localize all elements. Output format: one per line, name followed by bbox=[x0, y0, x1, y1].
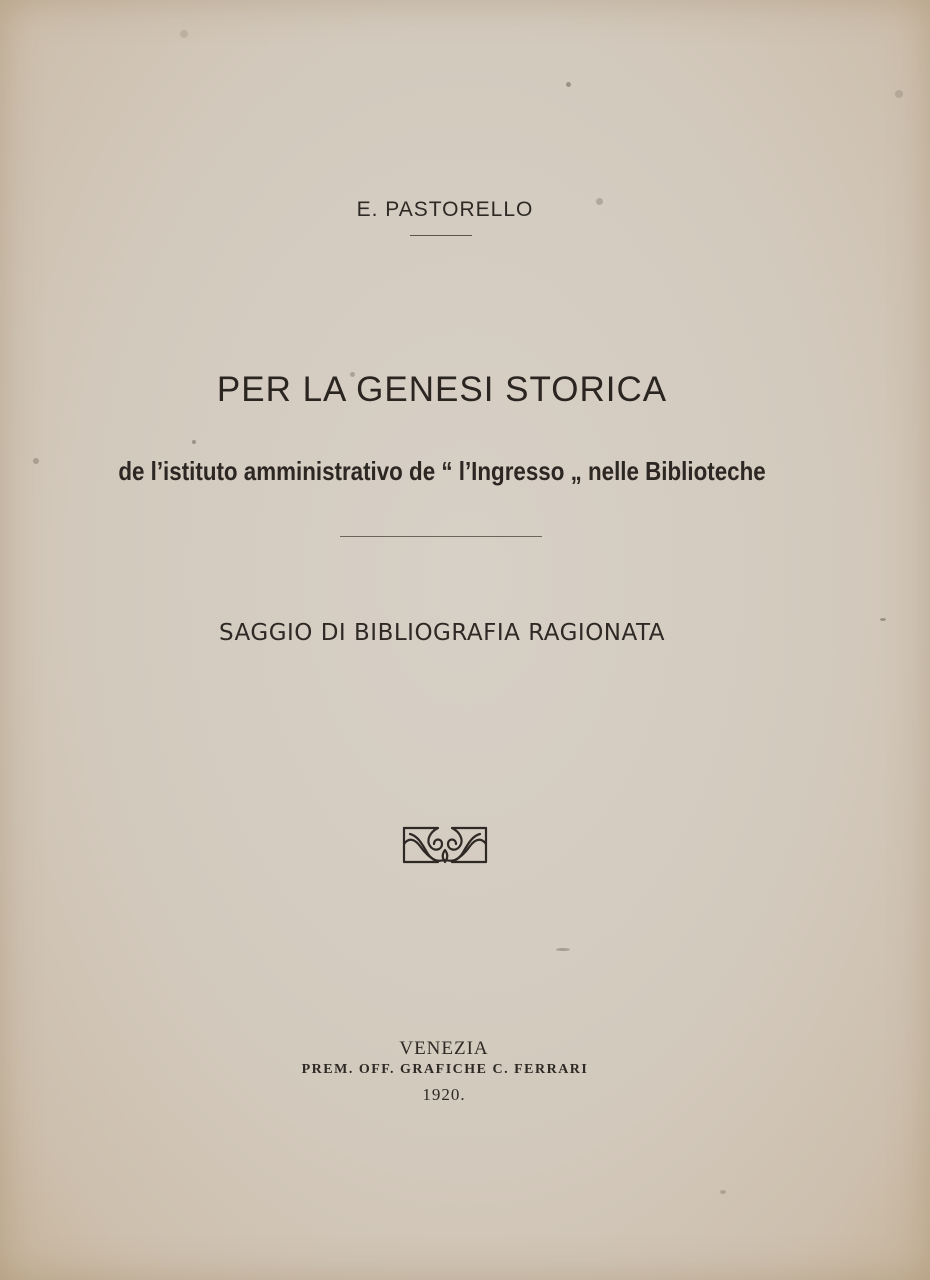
paper-speck bbox=[192, 440, 196, 444]
art-nouveau-ornament-icon bbox=[400, 820, 490, 868]
book-section-title: SAGGIO DI BIBLIOGRAFIA RAGIONATA bbox=[219, 620, 665, 646]
paper-speck bbox=[895, 90, 903, 98]
imprint-printer: PREM. OFF. GRAFICHE C. FERRARI bbox=[301, 1062, 589, 1077]
paper-speck bbox=[566, 82, 571, 87]
imprint-city: VENEZIA bbox=[399, 1038, 489, 1059]
book-subtitle: de l’istituto amministrativo de “ l’Ingresso „ nelle Biblioteche bbox=[118, 456, 766, 486]
paper-speck bbox=[556, 948, 570, 951]
paper-speck bbox=[33, 458, 39, 464]
paper-speck bbox=[180, 30, 188, 38]
author-name: E. PASTORELLO bbox=[356, 198, 534, 221]
title-rule bbox=[340, 536, 542, 537]
book-title: PER LA GENESI STORICA bbox=[216, 370, 668, 409]
imprint-year: 1920. bbox=[422, 1085, 466, 1104]
paper-speck bbox=[720, 1190, 726, 1194]
author-rule bbox=[410, 235, 472, 236]
